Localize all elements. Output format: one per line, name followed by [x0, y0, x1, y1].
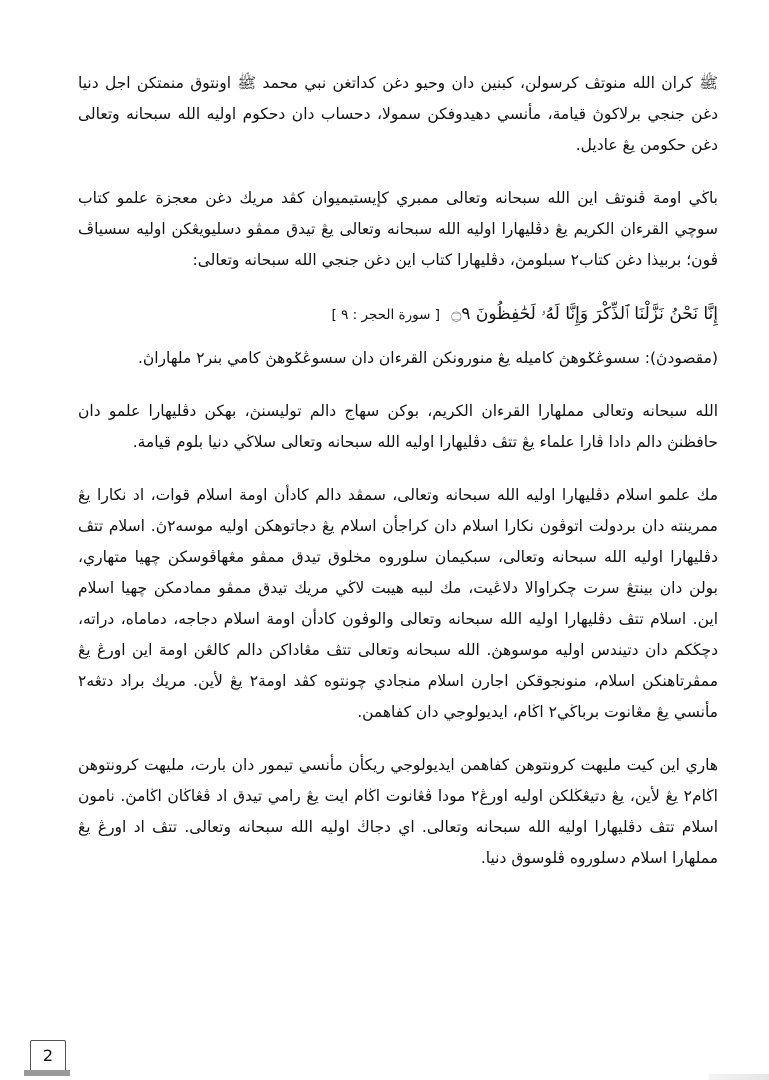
paragraph-5	[78, 480, 718, 728]
paragraph-3	[78, 343, 718, 374]
paragraph-text: (مقصودڽ): سسوڠݢوهڽ كاميله يڠ منورونكن القرءان دان سسوڠݢوهڽ كامي بنر٢ ملهاراڽ.	[137, 349, 718, 367]
paragraph-text: ﷺ كران الله منوتڤ كرسولن، كبنين دان وحيو دغن كداتغن نبي محمد ﷺ اونتوق منمتكن اجل دنيا دغن جنجي برلاكوڽ قيامة، مأنسي دهيدوفكن سمولا، دحساب دان دحكوم اوليه الله سبحانه وتعالى دغن حكومن يڠ عاديل.	[78, 74, 718, 154]
paragraph-4	[78, 396, 718, 458]
quran-verse	[78, 296, 718, 333]
paragraph-text: هاري اين كيت مليهت كرونتوهن كفاهمن ايديولوجي ريكأن مأنسي تيمور دان بارت، مليهت كرونتوهن اڬام٢ يڠ لأين، يڠ دتيڠڬلكن اوليه اورڠ٢ مودا ڤڠانوت اڬام ايت يڠ رامي تيدق اد ڤڠاڬان اڬامڽ. نامون اسلام تتڤ دڤليهارا اوليه الله سبحانه وتعالى. اي دجاڬ اوليه الله سبحانه وتعالى. تتڤ اد اورڠ يڠ مملهارا اسلام دسلوروه ڤلوسوق دنيا.	[78, 756, 718, 867]
paragraph-1	[78, 68, 718, 161]
paragraph-text: الله سبحانه وتعالى مملهارا القرءان الكريم، بوكن سهاج دالم توليسنڽ، بهكن دڤليهارا علمو دان حافظنڽ دالم دادا ڤارا علماء يڠ تتڤ دڤليهارا اوليه الله سبحانه وتعالى سلاڬي دنيا بلوم قيامة.	[78, 402, 718, 451]
verse-text: إِنَّا نَحْنُ نَزَّلْنَا ٱلذِّكْرَ وَإِنَّا لَهُۥ لَحَٰفِظُونَ ۝٩	[451, 304, 718, 324]
paragraph-text: مك علمو اسلام دڤليهارا اوليه الله سبحانه وتعالى، سمڤد دالم كادأن اومة اسلام قوات، اد نكارا يڠ ممرينته دان بردولت اتوڤون نكارا اسلام دان كراجأن اسلام يڠ دجاتوهكن اوليه موسه٢ڽ. اسلام تتڤ دڤليهارا اوليه الله سبحانه وتعالى، سبكيمان سلوروه مخلوق تيدق ممڤو مڠهاڤوسكن چهيا متهاري، بولن دان بينتڠ سرت چكراوالا دلاڠيت، مك لبيه هيبت لاڬي مريك تيدق ممڤو ممادمكن چهيا اسلام اين. اسلام تتڤ دڤليهارا اوليه الله سبحانه وتعالى والوڤون كادأن اومة اسلام دجاجه، دماماه، دراته، دچڬكم دان دتيندس اوليه موسوهڽ. الله سبحانه وتعالى تتڤ مڠاداكن دالم كالڠن اومة اين اورڠ يڠ ممڤرتاهنكن اسلام، منونجوقكن اجارن اسلام منجادي چونتوه كڤد اومة٢ يڠ لأين. مريك براد دتڠه٢ مأنسي يڠ مڠانوت برباڬي٢ اڬام، ايديولوجي دان كفاهمن.	[78, 486, 719, 721]
page-number-underline	[24, 1070, 70, 1076]
page-body	[78, 68, 718, 896]
paragraph-2	[78, 183, 718, 276]
page-corner-shadow	[709, 1074, 769, 1080]
paragraph-6	[78, 750, 718, 874]
paragraph-text: باڬي اومة ڤنوتڤ اين الله سبحانه وتعالى ممبري كإيستيميوان كڤد مريك دغن معجزة علمو كتاب سوچي القرءان الكريم يڠ دڤليهارا اوليه الله سبحانه وتعالى يڠ تيدق ممڤو دسليويڠكن اوليه سسياڤ ڤون؛ بربيذا دغن كتاب٢ سبلومڽ، دڤليهارا كتاب اين دغن جنجي الله سبحانه وتعالى:	[78, 189, 718, 269]
verse-reference: [ سورة الحجر : ٩ ]	[331, 307, 440, 323]
page-number: 2	[30, 1040, 66, 1073]
